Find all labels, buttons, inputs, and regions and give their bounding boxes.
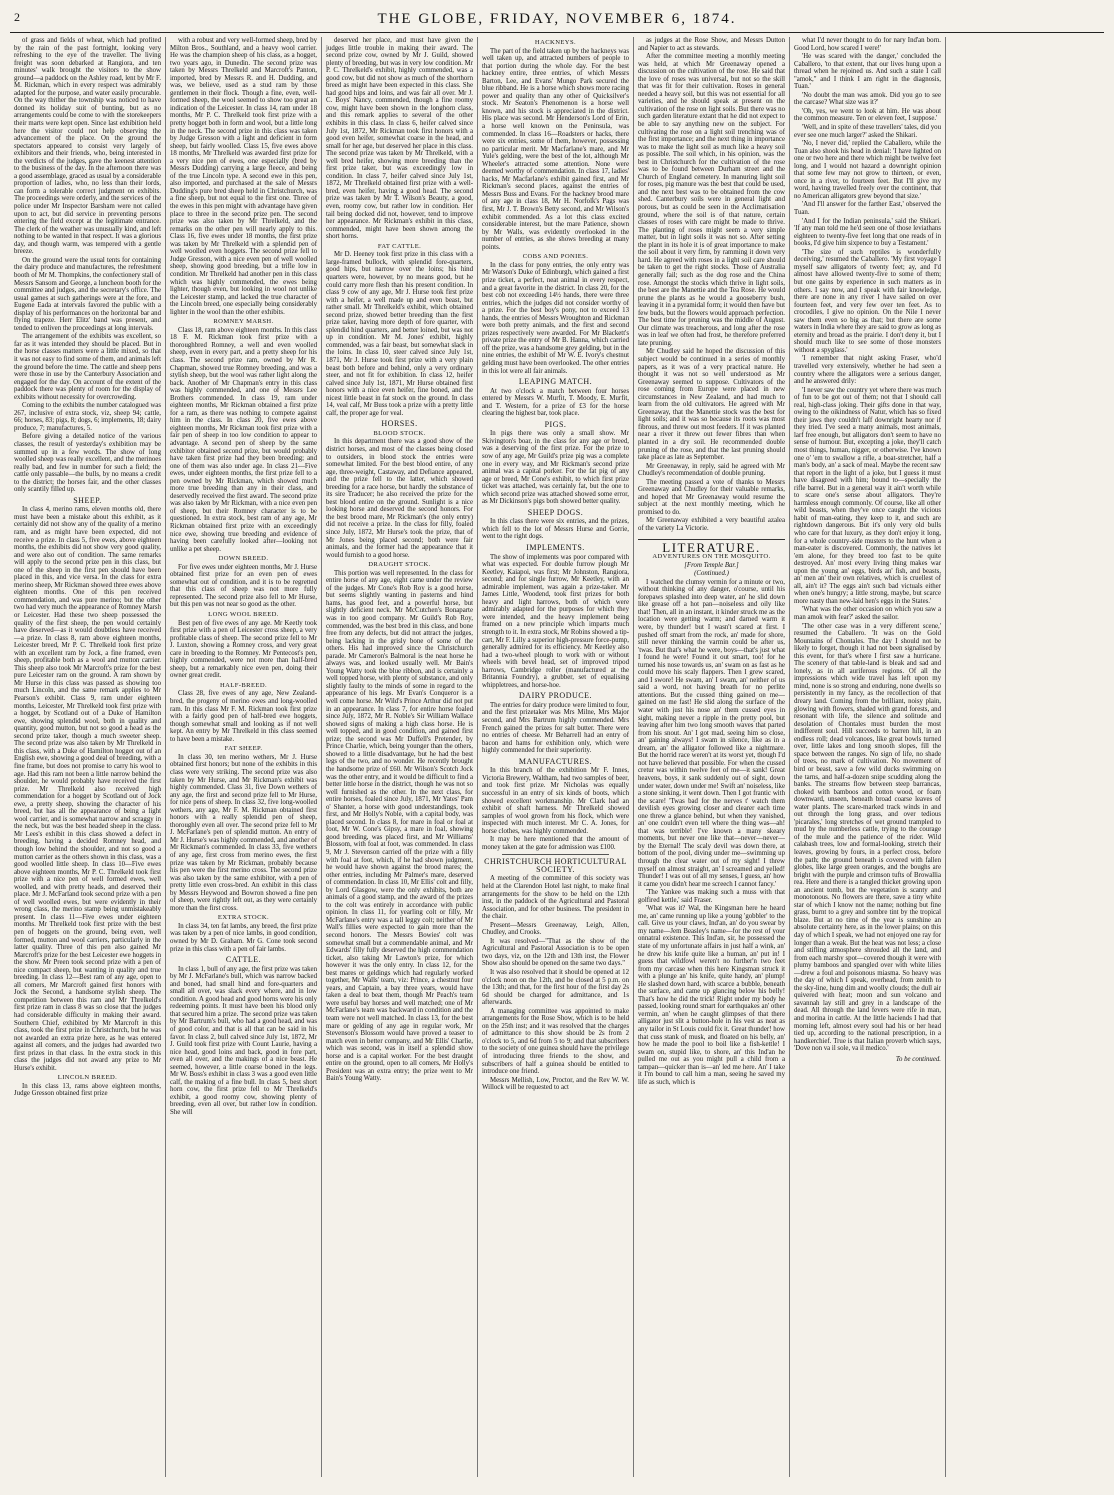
subsection-heading: LONG WOOL BREED. <box>208 611 279 619</box>
section-divider <box>502 854 609 855</box>
paragraph: 'And I'll answer for the farther East,' observed the Tuan. <box>794 201 941 217</box>
column-1 <box>10 37 166 1477</box>
paragraph: 'The size of such reptiles is wonderfully deceiving,' resumed the Caballero. 'My first voyage I myself saw alligators of twenty feet; ay, and I'd almost have allowed twenty-five to some of them; but one gains by experience in such matters as in others. I say now, and I speak with fair knowledge, there are none in any river I have sailed on over fourteen feet, and very few over ten feet. As to crocodiles, I give no opinion. On the Nile I never saw them even so big as that; but there are some waters in India where they are said to grow as long as eternity and broad as the prairie. I don't deny it, but I should much like to see some of those monsters without a spyglass.' <box>794 248 941 354</box>
section-heading: MANUFACTURES. <box>518 756 593 766</box>
masthead-rule <box>10 32 1104 33</box>
paragraph: In this department there was a good show of the district horses, and most of the classes being closed to outsiders, in blood stock the entries were somewhat limited. For the best blood entire, of any age, three-weight, Castaway, and Defiance appeared, and the prize fell to the latter, which showed breeding for a race horse, but hardly the substance of its sire Traducer; he also received the prize for the best blood entire on the ground. Sunlight is a nice looking horse and deserved the second honors. For the best brood mare, Mr Rickman's (the only entry) did not receive a prize. In the class for filly, foaled since July, 1872, Mr Hurse's took the prize, that of Mr Jones being placed second; both were fair animals, and the former had the appearance that it would furnish to a good horse. <box>326 438 473 559</box>
paragraph: 'Oh, yes, we went to look at him. He was about the common measure. Ten or eleven feet, I suppose.' <box>794 107 941 123</box>
paragraph: with a robust and very well-formed sheep, bred by Milton Bros., Southland, and a heavy wool carrier. He was the champion sheep of his class, as a hogget, two years ago, in Dunedin. The second prize was taken by Messrs Threlkeld and Marcroft's Panton, imported, bred by Messrs R. and H. Dudding, and was, we believe, used as a stud ram by those gentlemen in their flock. Though a fine, even, well-formed sheep, the wool seemed to show too great an indication of the Leicester. In class 14, ram under 18 months, Mr P. C. Threlkeld took first prize with a pretty hogget both in form and wool, but a little long in the neck. The second prize in this class was taken by Judge Gresson with a light and deficient in form sheep, but fairly woolled. Class 15, five ewes above 18 months, Mr Threlkeld was awarded first prize for a very nice pen of ewes, one especially (bred by Messrs Dudding) carrying a large fleece, and being of the true Lincoln type. A second ewe in this pen, also imported, and purchased at the sale of Messrs Dudding's pure bred sheep held in Christchurch, was a fine sheep, but not equal to the first one. Three of the ewes in this pen might with advantage have given place to three in the second prize pen. The second prize was also taken by Mr Threlkeld, and the remarks on the other pen will nearly apply to this. Class 16, five ewes under 18 months, the first prize was taken by Mr Threlkeld with a splendid pen of well woolled even hoggets. The second prize fell to Judge Gresson, with a nice even pen of well woolled sheep, showing good breeding, but a trifle low in condition. Mr Threlkeld had another pen in this class which was highly commended, the ewes being lighter, though even, but looking in wool not unlike the Leicester stamp, and lacked the true character of the Lincoln breed, one especially being considerably lighter in the wool than the other exhibits. <box>170 37 317 316</box>
byline: (Continued.) <box>694 570 729 578</box>
columns <box>10 37 1104 1477</box>
subsection-heading: ADVENTURES ON THE MOSQUITO. <box>652 553 771 561</box>
paragraph: The show of implements was poor compared with what was expected. For double furrow plough Mr Keetley, Kaiapoi, was first; Mr Johnston, Rangiora, second; and for single furrow, Mr Keetley, with an admirable implement, was again a prize-taker. Mr James Little, Woodend, took first prizes for both heavy and light harrows, both of which were admirably adapted for the purposes for which they were intended, and the heavy implement being framed on a new principle which imparts much strength to it. In extra stock, Mr Robins showed a tip-cart, Mr F. Lilly a superior high-pressure force-pump, generally admired for its efficiency. Mr Keetley also had a two-wheel plough to work with or without wheels with bevel head, set of improved tripod harrows, Cambridge roller (manufactured at the Britannia Foundry), a grubber, set of equalising whippletrees, and horse-hoe. <box>482 553 629 689</box>
continuation-note: To be continued. <box>895 1055 941 1063</box>
paragraph: For five ewes under eighteen months, Mr J. Hurse obtained first prize for an even pen of ewes somewhat out of condition, and it is to be regretted that this class of sheep was not more fully represented. The second prize also fell to Mr Hurse, but this pen was not near so good as the other. <box>170 563 317 609</box>
paragraph: deserved her place, and must have given the judges little trouble in making their award. The second prize cow, owned by Mr J. Guild, showed plenty of breeding, but was in very low condition. Mr P. C. Threlkeld's exhibit, highly commended, was a good cow, but did not show as much of the shorthorn breed as might have been expected in this class. She had good hips and loins, and was fair all over. Mr J. C. Boys' Nancy, commended, though a fine roomy cow, might have been shown in the longhorn class, and this remark applies to several of the other exhibits in this class. In class 6, heifer calved since July 1st, 1872, Mr Rickman took first honors with a good even heifer, somewhat coarse in the head, and small for her age, but deserved her place in this class. The second prize was taken by Mr Threlkeld, with a well bred heifer, showing more breeding than the first prize taker, but was exceedingly low in condition. In class 7, heifer calved since July 1st, 1872, Mr Threlkeld obtained first prize with a well-bred, even heifer, having a good head. The second prize was taken by Mr T. Wilson's Beauty, a good, even, roomy cow, but rather low in condition. Her tail being docked did not, however, tend to improve her appearance. Mr Rickman's exhibit in this class, commended, might have been shown among the short horns. <box>326 37 473 241</box>
paragraph: In this class there were six entries, and the prizes, which fell to the lot of Messrs Hurse and Gorrie, went to the right dogs. <box>482 518 629 541</box>
paragraph: A meeting of the committee of this society was held at the Clarendon Hotel last night, to make final arrangements for the show to be held on the 12th inst, in the paddock of the Agricultural and Pastoral Association, and for other business. The president in the chair. <box>482 875 629 921</box>
section-heading: DAIRY PRODUCE. <box>519 691 592 701</box>
paragraph: Mr Greenaway exhibited a very beautiful azalea of the variety La Victorie. <box>638 517 785 532</box>
section-heading: HORSES. <box>381 419 418 429</box>
paragraph: Before giving a detailed notice of the various classes, the result of yesterday's exhibition may be summed up in a few words. The show of long woolled sheep was really excellent, and the merinoes really bad, and few in number for such a field; the cattle only passable—the bulls, by no means a credit to the district; the horses fair, and the other classes only scantily filled up. <box>14 433 161 494</box>
subsection-heading: BLOOD STOCK. <box>373 429 426 437</box>
paragraph: After the committee meeting a monthly meeting was held, at which Mr Greenaway opened a discussion on the cultivation of the rose. He said that the love of roses was universal, but not so the skill that was fit for their cultivation. Roses in general needed a heavy soil, but this was not essential for all varieties, and he should speak at present on the cultivation of the rose on light soils. But there was no such garden literature extant that he did not expect to be able to say anything new on the subject. For cultivating the rose on a light soil trenching was of the first importance; and the next thing in importance was to make the light soil as much like a heavy soil as possible. The soil which, in his opinion, was the best in Christchurch for the cultivation of the rose was to be found between Durham street and the Church of England cemetery. In manuring light soil for roses, pig manure was the best that could be used, and the next best was to be obtained from the cow shed. Canterbury soils were in general light and porous, but as could be seen in the Acclimatisation ground, where the soil is of that nature, certain classes of roses with care might be made to thrive. The planting of roses might seem a very simple matter, but in light soils it was not so. After setting the plant in its hole it is of great importance to make the soil about it very firm, by ramming it down very hard. He agreed with roses in a light soil care should be taken to get the right stocks. Those of Australia generally fail; such as the dog rose and the China rose. Amongst the stocks which thrive in light soils, the best are the Manettie and the Tea Rose. He would prune the plants as he would a gooseberry bush, leaving it in a pyramidal form; it would then have but few buds, but the flowers would approach perfection. The best time for pruning was the middle of August. Our climate was treacherous, and long after the rose was in leaf we often had frost, he therefore preferred late pruning. <box>638 53 785 347</box>
subsection-heading: ROMNEY MARSH. <box>213 318 274 326</box>
paragraph: The entries for dairy produce were limited to four, and the first prizetaker was Mrs Milne, Mrs Major second, and Mrs Bartrum highly commended. Mrs French gained the prizes for salt butter. There were no entries of cheese. Mr Beharrell had an entry of bacon and hams for exhibition only, which were highly commended for their superiority. <box>482 701 629 755</box>
paragraph: what I'd never thought to do for nary Ind'an born. Good Lord, how scared I were!' <box>794 37 941 52</box>
paragraph: In pigs there was only a small show. Mr Skivington's boar, in the class for any age or breed, was a deserving of the first prize. For the prize to sow of any age, Mr Guild's prize pig was a complete one in every way, and Mr Rickman's second prize animal was a capital porker. For the fat pig of any age or breed, Mr Cone's exhibit, to which first prize ticket was attached, was certainly fat, but the one to which second prize was attached showed some error, as Mr Dickinson's pigs both showed better quality. <box>482 430 629 506</box>
paragraph: In this branch of the exhibition Mr F. Innes, Victoria Brewery, Waltham, had two samples of beer, and took first prize. Mr Nicholas was equally successful in an entry of six kinds of boots, which showed excellent workmanship. Mr Clark had an exhibit of shaft harness. Mr Threlkeld showed samples of wool grown from his flock, which were inspected with much interest. Mr C. A. Jones, for horse clothes, was highly commended. <box>482 767 629 835</box>
paragraph: The arrangement of the exhibits was excellent, so far as it was intended they should be placed. But in the horse classes matters were a little mixed, so that it was not easy to find some of them, and animals left the ground before the time. The cattle and sheep pens were those in use by the Canterbury Association and engaged for the day. On account of the extent of the paddock there was plenty of room for the display of exhibits without necessity for overcrowding. <box>14 333 161 401</box>
paragraph: Class 28, five ewes of any age, New Zealand-bred, the progeny of merino ewes and long-woolled ram. In this class Mr F. M. Rickman took first prize with a fairly good pen of half-bred ewe hoggets, though somewhat small and looking as if not well kept. An entry by Mr Threlkeld in this class seemed to have been a mistake. <box>170 690 317 743</box>
paragraph: In class 30, ten merino wethers, Mr J. Hurse obtained first honors; but none of the exhibits in this class were very striking. The second prize was also taken by Mr Hurse, and Mr Rickman's exhibit was highly commended. Class 31, five Down wethers of any age, the first and second prize fell to Mr Hurse, for nice pens of sheep. In class 32, five long-woolled wethers, any age, Mr F. M. Rickman obtained first honors with a really splendid pen of sheep, thoroughly even all over. The second prize fell to Mr J. McFarlane's pen of splendid mutton. An entry of Mr J. Hurse's was highly commended, and another of Mr Rickman's commended. In class 33, five wethers of any age, first cross from merino ewes, the first prize was taken by Mr Rickman, probably because his pen were the first merino cross. The second prize was also taken by the same exhibitor, with a pen of pretty little even cross-bred. An exhibit in this class by Messrs Heywood and Bowron showed a fine pen of sheep, were rightly left out, as they were certainly more than the first cross. <box>170 753 317 912</box>
subsection-heading: LINCOLN BREED. <box>57 1074 118 1082</box>
paragraph: as judges at the Rose Show, and Messrs Dutton and Napier to act as stewards. <box>638 37 785 52</box>
paragraph: 'What was the other occasion on which you saw a man amok with fear?' asked the sailor. <box>794 606 941 622</box>
column-4 <box>478 37 634 1477</box>
subsection-heading: COBS AND PONIES. <box>522 253 589 261</box>
subsection-heading: DRAUGHT STOCK. <box>368 561 431 569</box>
masthead <box>10 8 1104 30</box>
column-6 <box>790 37 946 1477</box>
subsection-heading: FAT SHEEP. <box>224 745 263 753</box>
paragraph: Present—Messrs Greenaway, Leigh, Allen, Chudley, and Crooks. <box>482 921 629 937</box>
paragraph: 'I never saw the country yet where there was much of fun to be got out of them; not that I should call real, high-class joking. Their gifts done in that way, owing to the oikindness of Natur, which has so fixed their jaws they couldn't laff downright hearty nor if they tried. I've seed a many animals, most animals, larf free enough, but alligators don't seem to have no sense of humour. But, excepting a joke, they'll catch most things, human, nigger, or otherwise. I've known one o' 'em to swallow a rifle, a boat-stretcher, half a man's body, an' a sack of meal. Maybe the recent saw that report in the light of a joke, but I guess it must have disagreed with him; bound to—specially the rifle barrel. But in a general way it ain't worth while to scare one's sense about alligators. They're harmless enough commonly. Of course, like all other wild beasts, when they've once caught the vicious habit of man-eating, they keep to it, and such are rightdown dangerous. But it's only very old bulls who care for that luxury, as they don't enjoy it long, for a whole country-side musters to the hunt when a man-eater is discovered. Commonly, the natives let 'em alone, for they breed too fast to be quite destroyed. An' most every living thing makes war upon the young an' eggs, birds an' fish, and beasts, an' men an' their own relatives, which is cruellest of all, ain't it? The eggs ain't such bad victuals either when one's hungry; a little strong, maybe, but scarce more nasty than new-laid hen's eggs in the States.' <box>794 386 941 605</box>
paragraph: In class 4, merino rams, eleven months old, there must have been a mistake about this exhibit, as it certainly did not show any of the quality of a merino ram, and as might have been expected, did not receive a prize. In class 5, five ewes, above eighteen months, the exhibits did not show very good quality, and were also out of condition. The same remarks will apply to the second prize pen in this class, but one of the sheep in the first pen should have been placed in this, and vice versa. In the class for extra merino sheep, Mr Rickman showed three ewes above eighteen months. One of this pen received commendation, and was pure merino; but the other two had very much the appearance of Romney Marsh or Leicester. Had these two sheep possessed the quality of the first sheep, the pen would certainly have deserved—as it would doubtless have received—a prize. In class 8, ram above eighteen months, Leicester breed, Mr P. C. Threlkeld took first prize with an excellent ram by Jock, a fine framed, even sheep, profitable both as a wool and mutton carrier. This sheep also took Mr Marcroft's prize for the best pure Leicester ram on the ground. A ram shown by Mr Hurse in this class was passed as showing too much Lincoln, and the same remark applies to Mr Pearson's exhibit. Class 9, ram under eighteen months, Leicester, Mr Threlkeld took first prize with a hogget, by Scotland out of a Duke of Hamilton ewe, showing splendid wool, both in quality and quantity, good mutton, but not so good a head as the second prize taker, though a much sweeter sheep. The second prize was also taken by Mr Threlkeld in this class, with a Duke of Hamilton hogget out of an English ewe, showing a good deal of breeding, with a fine frame, but does not promise to carry his wool to age. Had this ram not been a little narrow behind the shoulder, he would probably have received the first prize. Mr Threlkeld also received high commendation for a hogget by Scotland out of Jock ewe, a pretty sheep, showing the character of his breed, but has all the appearance of being a light wool carrier, and is somewhat narrow and scraggy in the neck, but was the best headed sheep in the class. Mr Lees's exhibit in this class showed a defect in breeding, having a decided Romney head, and though low behind the shoulder, and not so good a mutton carrier as the others shown in this class, was a good woolled little sheep. In class 10—Five ewes above eighteen months, Mr P. C. Threlkeld took first prize with a nice pen of well formed ewes, well woolled, and with pretty heads, and deserved their place. Mr J. McFarland took second prize with a pen of well woolled ewes, but were evidently in their wrong class, the merino stamp being unmistakeably present. In class 11—Five ewes under eighteen months. Mr Threlkeld took first prize with the best pen of hoggets on the ground, being even, well formed, mutton and wool carriers, particularly in the latter quality. Three of this pen also gained Mr Marcroft's prize for the best Leicester ewe hoggets in the show. Mr Preen took second prize with a pen of nice compact sheep, but wanting in quality and true breeding. In class 12—Best ram of any age, open to all comers, Mr Marcroft gained first honors with Jock the Second, a handsome stylish sheep. The competition between this ram and Mr Threlkeld's first prize ram in class 8 was so close that the judges had considerable difficulty in making their award. Southern Chief, exhibited by Mr Marcroft in this class, took the first prize in Christchurch, but he was not awarded an extra prize here, as he was entered against all comers, and the judges had awarded two first prizes in that class. In the extra stock in this class the judges did not award any prize to Mr Hurse's exhibit. <box>14 506 161 1072</box>
column-5 <box>634 37 790 1477</box>
paragraph: 'And I for the Indian peninsula,' said the Shikari. 'If any man told me he'd seen one of those leviathans eighteen to twenty-five feet long that one reads of in books, I'd give him sixpence to buy a Testament.' <box>794 217 941 248</box>
section-heading: CATTLE. <box>225 955 262 965</box>
paragraph: Mr Chudley said he hoped the discussion of this subject would be continued in a series of monthly papers, as it was of a very practical nature. He thought it was not so well understood as Mr Greenaway seemed to suppose. Cultivators of the rose coming from Europe were placed in new circumstances in New Zealand, and had much to learn from the old cultivators. He agreed with Mr Greenaway, that the Manettie stock was the best for light soils; and it was so because its roots was most fibrous, and threw out most feeders. If it was planted near a river it threw out fewer fibres than when planted in a dry soil. He recommended double pruning of the rose, and that the last pruning should take place as late as September. <box>638 348 785 462</box>
paragraph: It may be here mentioned that the amount of money taken at the gate for admission was £100. <box>482 836 629 851</box>
paragraph: In class 34, ten fat lambs, any breed, the first prize was taken by a pen of nice lambs, in good condition, owned by Mr D. Graham. Mr G. Cone took second prize in this class with a pen of fair lambs. <box>170 922 317 953</box>
paragraph: Class 18, ram above eighteen months. In this class 18 F. M. Rickman took first prize with a thoroughbred Romney, a well and even woolled sheep, even in every part, and a pretty sheep for his class. The second prize ram, owned by Mr R. Chapman, showed true Romney breeding, and was a stylish sheep, but the wool was rather light along the back. Another of Mr Chapman's entry in this class was highly commended, and one of Messrs Lee Brothers commended. In class 19, ram under eighteen months, Mr Rickman obtained a first prize for a ram, as there was nothing to compete against him in the class. In class 20, five ewes above eighteen months, Mr Rickman took first prize with a fair pen of sheep in too low condition to appear to advantage. A second pen of sheep by the same exhibitor obtained second prize, but would probably have taken first prize had they been breeding; and one of them was also under age. In class 21—Five ewes, under eighteen months, the first prize fell to a pen owned by Mr Rickman, which showed much more true breeding than any in their class, and deservedly received the first award. The second prize was also taken by Mr Rickman, with a nice even pen of sheep, but their Romney character is to be questioned. In extra stock, best ram of any age, Mr Rickman obtained first prize with an exceedingly nice ewe, showing true breeding and evidence of having been carefully looked after—looking not unlike a pet sheep. <box>170 326 317 553</box>
subsection-heading: FAT CATTLE. <box>377 242 422 250</box>
paragraph: 'I remember that night asking Fraser, who'd travelled very extensively, whether he had seen a country where the alligators were a serious danger, and he answered drily: <box>794 355 941 386</box>
masthead-title: THE GLOBE, FRIDAY, NOVEMBER 6, 1874. <box>377 10 737 27</box>
paragraph: 'He was scared with the danger,' concluded the Caballero, 'to that extent, that our lives hung upon a thread when he rejoined us. And such a state I call "amok," and I think I am right in the diagnosis, Tuan.' <box>794 53 941 91</box>
paragraph: This portion was well represented. In the class for entire horse of any age, eight came under the review of the judges. Mr Cone's Rob Roy is a good horse, but seems slightly wanting in pasterns and hind hams, has good feet, and a powerful horse, but slightly deficient neck. Mr McCutchen's Bonaparte was in too good company. Mr Guild's Rob Roy, commended, was the best bred in this class, and bone free from any defects, but did not attract the judges, being lacking in the grisly bone of some of the others. His had improved since the Christchurch parade. Mr Cameron's Balmoral is the neat horse he always was, and looked usually well. Mr Bain's Young Watty took the blue ribbon, and is certainly a well topped horse, with plenty of substance, and only slightly faulty to the minds of some in regard to the appearance of his legs. Mr Evan's Conqueror is a well come horse. Mr Wild's Prince Arthur did not put in an appearance. In class 7, for entire horse foaled since July, 1872, Mr R. Noble's Sir William Wallace showed signs of making a high class horse. He is well topped, and in good condition, and gained first prize; the second was Mr Duffell's Pretender, by Prince Charlie, which, being younger than the others, showed to a little disadvantage, but he had the best legs of the two, and no wonder. He recently brought the handsome prize of £60. Mr Wilson's Scotch Jock was the other entry, and it would be difficult to find a better little horse in the district, though he was not so well furnished as the other. In the next class, for entire horses, foaled since July, 1871, Mr Yates' Pam o' Shanter, a horse with good understandings, took first, and Mr Holly's Noble, with a capital body, was placed second. In class 8, for mare in foal or foal at foot, Mr W. Cone's Gipsy, a mare in foal, showing good breeding, was placed first, and Mr Williams' Blossom, with foal at foot, was commended. In class 9, Mr J. Stevenson carried off the prize with a filly with foal at foot, which, if he had shown judgment, he would have shown against the brood mares; the other entries, including Mr Palmer's mare, deserved of commendation. In class 10, Mr Ellis' colt and filly, by Lord Glasgow, were the only exhibits, both are animals of a good stamp, and the award of the prizes to the colt was entirely in accordance with public opinion. In class 11, for yearling colt or filly, Mr McFarlane's entry was a tall leggy colt; neither of Mr Wall's fillies were expected to gain more than the second honors. The Messrs Bowies' colt was somewhat small but a commendable animal, and Mr Edwards' filly fully deserved the high commendation ticket, also taking Mr Lawton's prize, for which however it was the only entry. In class 12, for the best mares or geldings which had regularly worked together, Mr Walls' team, viz: Prince, a chestnut four years, and Captain, a bay three years, would have taken a deal to beat them, though Mr Peach's team were useful bay horses and well matched; one of Mr McFarlane's team was backward in condition and the team were not well matched. In class 13, for the best mare or gelding of any age in regular work, Mr Stevenson's Blossom would have proved a teaser to match even in better company, and Mr Ellis' Charlie, which was second, was in itself a splendid show horse and is a capital worker. For the best draught entire on the ground, open to all comers, Mr Holly's President was an extra entry; the prize went to Mr Bain's Young Watty. <box>326 569 473 1083</box>
paragraph: It was resolved—"That as the show of the Agricultural and Pastoral Association is to be open two days, viz, on the 12th and 13th inst, the Flower Show also should be opened on the same two days." <box>482 937 629 968</box>
section-heading: CHRISTCHURCH HORTICULTURAL SOCIETY. <box>484 857 627 874</box>
section-heading: IMPLEMENTS. <box>526 543 585 552</box>
paragraph: 'No doubt the man was amok. Did you go to see the carcase? What size was it?' <box>794 91 941 107</box>
paragraph: 'The Yankee was making such a muss with that golfired kettle,' said Fraser. <box>638 889 785 904</box>
paragraph: In the class for pony entries, the only entry was Mr Watson's Duke of Edinburgh, which gained a first prize ticket, a perfect, neat animal in every respect, and a great favorite in the district. In class 20, for the best cob not exceeding 14½ hands, there were three entries, which the judges did not consider worthy of a prize. For the best boy's pony, not to exceed 13 hands, the entries of Messrs Wroughton and Rickman were both pretty animals, and the first and second prizes respectively were awarded. For Mr Blackett's private prize the entry of Mr B. Hanna, which carried off the prize, was a handsome grey gelding, but in the nine entries, the exhibit of Mr W. E. Ivory's chestnut gelding must have been overlooked. The other entries in this lot were all fair animals. <box>482 261 629 375</box>
paragraph: In class 1, bull of any age, the first prize was taken by Mr J. McFarlane's bull, which was narrow backed and boned, had small hind and fore-quarters and small all over, was slack every where, and in low condition. A good head and good horns were his only redeeming points. It must have been his blood only that secured him a prize. The second prize was taken by Mr Bartrum's bull, who had a good head, and was of good color, and that is all that can be said in his favor. In class 2, bull calved since July 1st, 1872, Mr J. Guild took first prize with Count Laurie, having a nice head, good loins and back, good in fore part, even all over, and the makings of a nice beast. He seemed, however, a little coarse boned in the legs. Mr W. Boss's exhibit in class 3 was a good even little calf, the making of a fine bull. In class 5, best short horn cow, the first prize fell to Mr Threlkeld's exhibit, a good roomy cow, showing plenty of breeding, even all over, but rather low in condition. She will <box>170 965 317 1117</box>
subsection-heading: HALF-BREED. <box>219 681 268 689</box>
paragraph: 'The other case was in a very different scene,' resumed the Caballero. 'It was on the Gold Mountains of Chontales. The day I should not be likely to forget, though it had not been signalised by this event, for that's where I first saw a hurricane. The scenery of that table-land is bleak and sad and lonely, as in all auriferous regions. Of all the impressions which wide travel has left upon my mind, none is so strong and enduring, none dwells so persistently in my fancy, as the recollection of that dreary land. Coming from the brilliant, noisy plain, glowing with flowers, shaded with grand forests, and resonant with life, the silence and solitude and desolation of Chontales must burden the most indifferent soul. Hill succeeds to barren hill, in an endless roll; dead volcanoes, like great bowls turned over, little lakes and long smooth slopes, fill the space between the ranges. No sign of life, no shade of trees, no mark of cultivation. No movement of bird or beast, save a few wild ducks swimming on the tarns, and half-a-dozen snipe scudding along the banks. The streams flow between steep barrancas, choked with bamboos and cotton wood, or foam downward, unseen, beneath broad coarse leaves of water plants. The scare-marked track winds in and out through the long grass, and over tedious 'picarales,' long stretches of wet ground trampled to mud by the numberless cattle, trying to the courage of the mule and the patience of the rider. Wild calabash trees, low and formal-looking, stretch their leaves, growing by fours, in a perfect cross, before the path; the ground beneath is covered with fallen globes, like large green oranges, and the boughs are bright with the purple and crimson tufts of Browallia rea. Here and there is a tangled thicket growing upon an ancient tomb, but the vegetation is scanty and monotonous. No flowers are there, save a tiny white star of which I know not the name; nothing but fine grass, burnt to a grey and sombre tint by the tropical blaze. But at no time of the year is sunshine an absolute certainty here, as in the lower plains; on this day of which I speak, we had not enjoyed one ray for longer than a weak. But the heat was not less; a close and stifling atmosphere shrouded all the land, and from each marshy spot—covered though it were with plumy bamboos and spangled over with white lilies—drew a foul and poisonous miasma. So heavy was the day of which I speak, overhead, from zenith to the sky-line, hung dim and woolly clouds; the dull air quivered with heat; moon and sun volcano and savannah lay still and grey in a landscape of the dead. All through the land fevers were rife in man, and morina in cattle. At the little haciends I had that morning left, almost every soul had his or her head tied up, according to the national prescription, in a handkerchief. True is that Italian proverb which says, 'Dove non va il sole, va il medico.' <box>794 622 941 1053</box>
column-2 <box>166 37 322 1477</box>
paragraph: Mr Greenaway, in reply, said he agreed with Mr Chudley's recommendation of double pruning. <box>638 462 785 478</box>
section-heading: PIGS. <box>544 419 567 429</box>
subsection-heading: DOWN BREED. <box>218 555 269 563</box>
paragraph: 'What was it? Wal, the Kingsman here he heard me, an' came running up like a young 'gobbler' to the call. Give us your claws, Ind'an, an' do you swear by my name—Jem Beasley's name—for the rest of your onnatral existence. This Ind'an, sir, he possessed the state of my unfortunate affairs in just half a wink, an' he drew his knife quite like a human, an' put in! I guess that wildfowl weren't no further'n two feet from my carcase when this here Kingsman struck it with a plunge an' his knife, quite handy, an' plump! He slashed down hard, with scarce a bubble, beneath the surface, and came up glancing below his belly! That's how he did the trick! Right under my body he passed, looking round smart for earthquakes an' other vermin, an' when he caught glimpses of that there alligator just slit a button-hole in his vest as neat as any tailor in St Louis could fix it. Great thunder! how that cuss stank of musk, and floated on his belly, an' how he made the pool to boil like a fish-kettle! I swam on, stupid like, to shore, an' this Ind'an he pulled me out as you might pull a child from a tampan—quicker than is—an' led me here. An' I take it I'm bound to call him a man, seeing he saved my life as such, which is <box>638 905 785 1086</box>
paragraph: Best pen of five ewes of any age. Mr Keetly took first prize with a pen of Leicester cross sheep, a very profitable class of sheep. The second prize fell to Mr J. Luxton, showing a Romney cross, and very great care in breeding to the Romney. Mr Pentecost's pen, highly commended, were not more than half-bred sheep, but a remarkably nice even pen, doing their owner great credit. <box>170 619 317 680</box>
paragraph: The meeting passed a vote of thanks to Messrs Greenaway and Chudley for their valuable remarks, and hoped that Mr Greenaway would resume the subject at the next monthly meeting, which he promised to do. <box>638 478 785 516</box>
paragraph: 'No, I never did,' replied the Caballero, while the Tuan also shook his head in denial: 'I have lighted on one or two here and there which might be twelve feet long, and I would not hazard a downright opinion that some few may not grow to thirteen, or even, once in a river, to fourteen feet. But I'll give my word, having travelled freely over the continent, that no American alligators grew beyond that size.' <box>794 140 941 200</box>
column-7 <box>946 37 1102 1477</box>
byline: [From Temple Bar.] <box>684 561 739 569</box>
paragraph: Coming to the exhibits the number catalogued was 267, inclusive of extra stock, viz, sheep 94; cattle, 66; horses, 83; pigs, 8; dogs, 6; implements, 18; dairy produce, 7; manufactures, 5. <box>14 402 161 432</box>
paragraph: Mr D. Heeney took first prize in this class with a large-framed bullock, with splendid fore-quarters, good hips, but narrow over the loins; his hind quarters were, however, by no means good, but he could carry more flesh than his present condition. In class 9 cow of any age, Mr J. Hurse took first prize with a heifer, a well made up and even beast, but rather small. Mr Threlkeld's exhibit, which obtained second prize, showed better breeding than the first prize taker, having more depth of fore quarter, with splendid hind quarters, and better loined, but was not up in condition. Mr M. Jones' exhibit, highly commended, was a fair beast, but somewhat slack in the loins. In class 10, steer calved since July 1st, 1871, Mr J. Hurse took first prize with a very plain beast both before and behind, only a very ordinary steer, and not fit for exhibition. In class 12, heifer calved since July 1st, 1871, Mr Hurse obtained first honors with a nice even heifer, fine boned, and the nicest little beast in fat stock on the ground. In class 14, veal calf, Mr Buss took a prize with a pretty little calf, the proper age for veal. <box>326 251 473 417</box>
paragraph: In this class 13, rams above eighteen months, Judge Gresson obtained first prize <box>14 1082 161 1098</box>
section-heading: SHEEP DOGS. <box>527 507 584 517</box>
literature-heading: LITERATURE. <box>638 539 785 552</box>
paragraph: of grass and fields of wheat, which had profited by the rain of the past fortnight, looking very refreshing to the eye of the traveller. The living freight was soon debarked at Rangiora, and ten minutes' walk brought the visitors to the show ground—a paddock on the Ashley road, lent by Mr F. M. Rickman, which in every respect was admirably adapted for the purpose, and water easily procurable. On the way thither the township was noticed to have donned its holiday suit of bunting, but as no arrangements could be come to with the storekeepers their marts were kept open. Since last exhibition held here the visitor could not help observing the advancement of the place. On the ground the spectators appeared to consist very largely of exhibitors and their friends, who, being interested in the verdicts of the judges, gave the keenest attention to the business of the day. In the afternoon there was a good assemblage, graced as usual by a considerable proportion of ladies, who, no less than their lords, can form a tolerable correct judgment on exhibits. The proceedings were orderly, and the services of the police under Mr Inspector Barsham were not called upon to act, but did service in preventing persons entering the field except at the legitimate entrance. The clerk of the weather was unusually kind, and left nothing to be wanted in that respect. It was a glorious day, and though warm, was tempered with a gentle breeze. <box>14 37 161 256</box>
column-3 <box>322 37 478 1477</box>
page-number: 2 <box>14 10 20 24</box>
subsection-heading: EXTRA STOCK. <box>217 914 270 922</box>
paragraph: A managing committee was appointed to make arrangements for the Rose Show, which is to be held on the 25th inst; and it was resolved that the charges of admittance to this show should be 2s from 2 o'clock to 5, and 6d from 5 to 9; and that subscribers to the society of one guinea should have the privilege of introducing three friends to the show, and subscribers of half a guinea should be entitled to introduce one friend. <box>482 1007 629 1076</box>
subsection-heading: HACKNEYS. <box>534 39 577 46</box>
section-heading: SHEEP. <box>73 495 102 505</box>
paragraph: I watched the clumsy vermin for a minute or two, without thinking of any danger, o'course, until his forepaws splashed into deep water, an' he slid down like grease off a hot pan—noiseless and oily like that! Then, all in an instant, it kinder struck me as the location were getting warm; and darned warm it were, by thunder! but I wasn't scared at first. I pushed off smart from the rock, an' made for shore, still never thinking the varmin could be after us, 'twas. But that's what he were, boys—that's just what I found he were! Found it out smart, too! for he turned his nose towards us, an' swam on as fast as he could move his scaly flappers. Then I grew scared, and I swore! He swam, an' I swam, an' neither of us said a word, not having breath for no perlite attentions. But the cussed thing gained on me—gained on me fast! He slid along the surface of the water with just his nose an' them cussed eyes in sight, making never a ripple in the pretty pool, but leaving after him two long smooth waves that parted from his snout. An' I got mad, seeing him so close, an' gaining always! I swam in silence, like as in a dream, an' the alligator followed like a nightmare. But the horrid race weren't at its worst yet, though I'd not have believed that possible. For when the cussed cretur was within twelve feet of me—it sank! Great heavens, boys, it sank suddenly out of sight, down under water, down under me! Swift an' noiseless, like a stone sinking, it went down. Then I got frantic with the scare! 'Twas bad for the nerves t' watch them devilish eyes growing closer and clearer each time one threw a glance behind, but when they vanished, an' one couldn't even tell where the thing was—ah! that was terrible! I've known a many skeary moments, but never one like that—never—never—by the Eternal! The scaly devil was down there, at bottom of the pool, diving under me—swimming up through the clear water out of my sight! I threw myself on almost straight, an' I screamed and yelled! Thunder! I was out of all my senses, I guess, an' how it came you didn't hear me screech I cannot fancy.' <box>638 578 785 888</box>
paragraph: 'Well, and in spite of these travellers' tales, did you ever see one much larger?' asked the Shikari. <box>794 124 941 139</box>
paragraph: The part of the field taken up by the hackneys was well taken up, and attracted numbers of people to that portion during the whole day. For the best hackney entire, three entries, of which Messrs Barton, Lee, and Evans' Mungo Park secured the blue ribband. He is a horse which shows more racing power and quality than any other of Quicksilver's stock. Mr Seaton's Phenomenon is a horse well known, and his stock is appreciated in the district. His place was second. Mr Henderson's Lord of Erin, a horse well known on the Peninsula, was commended. In class 16—Roadsters or hacks, there were six entries, some of them, however, possessing no particular merit. Mr Macfarlane's mare, and Mr Yule's gelding, were the best of the lot, although Mr Wheeler's attracted some attention. None were deemed worthy of commendation. In class 17, ladies' hacks, Mr Macfarlane's exhibit gained first, and Mr Rickman's second places, against the entries of Messrs Buss and Evans. For the hackney brood mare of any age in class 18, Mr H. Norfolk's Pags was first, Mr J. T. Brown's Betty second, and Mr Wilson's exhibit commended. As a lot this class excited considerable interest, but the mare Patience, shown by Mr Walls, was evidently overlooked in the number of entries, as she shows breeding at many points. <box>482 47 629 251</box>
paragraph: On the ground were the usual tents for containing the dairy produce and manufactures, the refreshment booth of Mr M. Thompkins, the confectionery stall of Messrs Sansom and George, a luncheon booth for the committee and judges, and the secretary's office. The usual games at such gatherings were at the fore, and Eugene Eada at intervals favored the public with a display of his performances on the horizontal bar and flying trapeze. Herr Elitz' band was present, and tended to enliven the proceedings at long intervals. <box>14 256 161 332</box>
paragraph: At two o'clock a match between four horses entered by Messrs W. Murfit, T. Moody, E. Murfit, and T. Western, for a prize of £3 for the horse clearing the highest bar, took place. <box>482 387 629 418</box>
paragraph: Messrs Mellish, Low, Proctor, and the Rev W. W. Willock will be requested to act <box>482 1076 629 1092</box>
section-heading: LEAPING MATCH. <box>518 377 593 387</box>
paragraph: It was also resolved that it should be opened at 12 o'clock noon on the 12th, and be closed at 5 p.m. on the 13th; and that, for the first hour of the first day 2s 6d should be charged for admittance, and 1s afterwards. <box>482 968 629 1007</box>
